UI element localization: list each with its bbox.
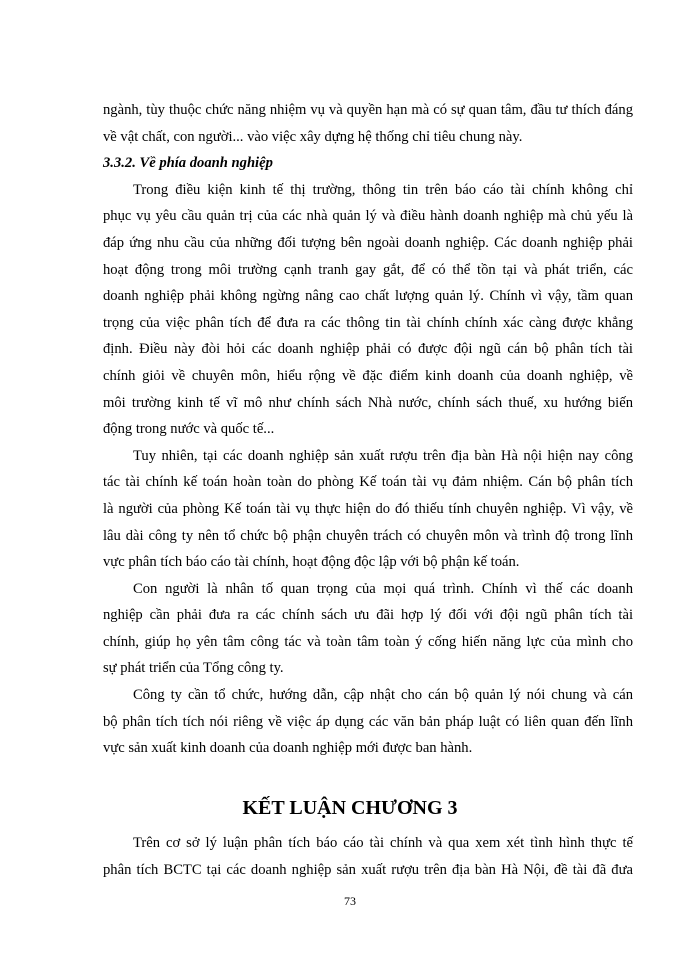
paragraph-line: đáp ứng nhu cầu của những đối tượng bên ngoài doanh nghiệp. Các doanh nghiệp phải [103, 234, 633, 251]
paragraph-line: vực phân tích báo cáo tài chính, hoạt động độc lập với bộ phận kế toán. [103, 554, 520, 571]
paragraph-line: sự phát triển của Tổng công ty. [103, 660, 284, 677]
paragraph-line: Tuy nhiên, tại các doanh nghiệp sản xuất rượu trên địa bàn Hà nội hiện nay công [133, 447, 633, 464]
paragraph-line: môi trường kinh tế vĩ mô như chính sách Nhà nước, chính sách thuế, xu hướng biến [103, 394, 633, 411]
paragraph-line: là người của phòng Kế toán tài vụ thực hiện do đó thiếu tính chuyên nghiệp. Vì vậy, về [103, 500, 633, 517]
paragraph-line: chính, giúp họ yên tâm công tác và toàn tâm toàn ý cống hiến năng lực của mình cho [103, 633, 633, 650]
paragraph-human-factor [103, 576, 633, 682]
paragraph-line: Công ty cần tổ chức, hướng dẫn, cập nhật cho cán bộ quản lý nói chung và cán [133, 687, 633, 704]
paragraph-line: Trong điều kiện kinh tế thị trường, thông tin trên báo cáo tài chính không chỉ [133, 181, 633, 198]
paragraph-line: chính giỏi về chuyên môn, hiểu rộng về đặc điểm kinh doanh của doanh nghiệp, về [103, 367, 633, 384]
conclusion-text [103, 830, 633, 883]
paragraph-line: nghiệp cần phải đưa ra các chính sách ưu đãi hợp lý đối với đội ngũ phân tích tài [103, 607, 633, 624]
section-heading: 3.3.2. Về phía doanh nghiệp [103, 155, 273, 172]
paragraph-accounting-department [103, 443, 633, 576]
paragraph-line: định. Điều này đòi hỏi các doanh nghiệp phải có được đội ngũ cán bộ phân tích tài [103, 341, 633, 358]
intro-line-1: ngành, tùy thuộc chức năng nhiệm vụ và quyền hạn mà có sự quan tâm, đầu tư thích đáng [103, 102, 633, 118]
paragraph-legal-updates [103, 682, 633, 762]
paragraph-line: vực sản xuất kinh doanh của doanh nghiệp mới được ban hành. [103, 740, 473, 757]
paragraph-line: động trong nước và quốc tế... [103, 421, 275, 438]
paragraph-line: hoạt động trong môi trường cạnh tranh gay gắt, để có thể tồn tại và phát triển, các [103, 261, 633, 278]
body-text [103, 97, 633, 762]
paragraph-line: lâu dài công ty nên tổ chức bộ phận chuyên trách có chuyên môn và trình độ trong lĩnh [103, 527, 633, 544]
paragraph-line: Con người là nhân tố quan trọng của mọi quá trình. Chính vì thế các doanh [133, 580, 633, 597]
paragraph-line: phục vụ yêu cầu quản trị của các nhà quản lý và điều hành doanh nghiệp mà chủ yếu là [103, 208, 633, 225]
paragraph-market-information [103, 177, 633, 443]
intro-line-2: về vật chất, con người... vào việc xây dựng hệ thống chỉ tiêu chung này. [103, 128, 523, 145]
page-number: 73 [344, 894, 356, 908]
paragraph-line: trọng của việc phân tích để đưa ra các thông tin tài chính chính xác càng được khẳng [103, 314, 633, 331]
paragraph-line: tác tài chính kế toán hoàn toàn do phòng Kế toán tài vụ đảm nhiệm. Cán bộ phân tích [103, 474, 633, 491]
paragraph-line: bộ phân tích tích nói riêng về việc áp dụng các văn bản pháp luật có liên quan đến lĩnh [103, 713, 633, 730]
paragraph-line: phân tích BCTC tại các doanh nghiệp sản xuất rượu trên địa bàn Hà Nội, đề tài đã đưa [103, 861, 633, 878]
paragraph-line: doanh nghiệp phải không ngừng nâng cao chất lượng quản lý. Chính vì vậy, tầm quan [103, 288, 633, 305]
chapter-conclusion-title: KẾT LUẬN CHƯƠNG 3 [242, 797, 458, 819]
paragraph-line: Trên cơ sở lý luận phân tích báo cáo tài chính và qua xem xét tình hình thực tế [133, 835, 633, 851]
